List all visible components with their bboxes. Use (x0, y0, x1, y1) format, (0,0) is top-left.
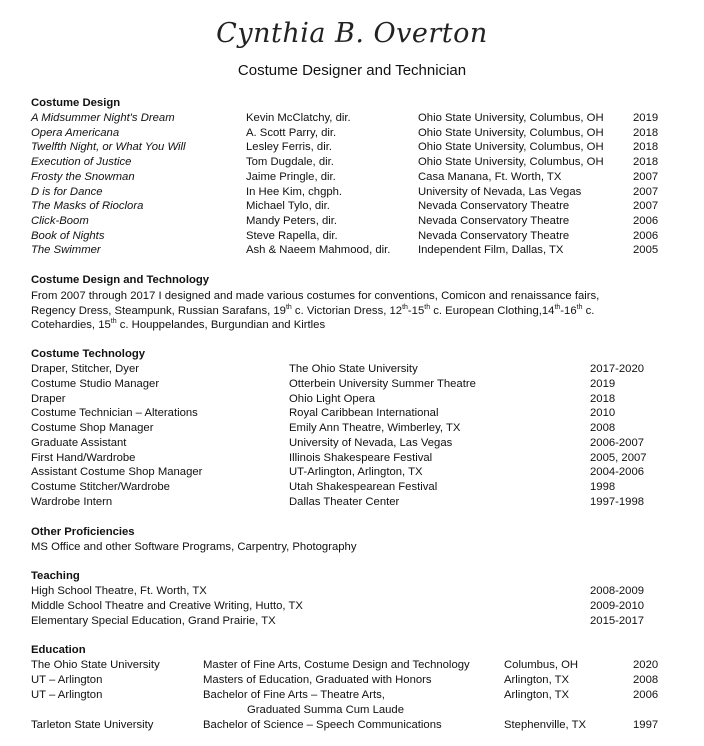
tech-role: Costume Shop Manager (31, 422, 154, 434)
production-venue: Casa Manana, Ft. Worth, TX (418, 170, 562, 183)
tech-years: 2019 (590, 377, 616, 390)
teaching-position: High School Theatre, Ft. Worth, TX (31, 585, 207, 597)
production-venue: Nevada Conservatory Theatre (418, 229, 570, 242)
education-degree: Master of Fine Arts, Costume Design and Technology (203, 659, 470, 671)
education-year: 1997 (633, 719, 659, 731)
production-title: Execution of Justice (31, 156, 132, 169)
paragraph-line-1: From 2007 through 2017 I designed and made various costumes for conventions, Comicon and renaissance fairs, (31, 290, 600, 302)
production-director: Tom Dugdale, dir. (246, 156, 334, 169)
education-location: Arlington, TX (504, 689, 570, 701)
production-director: In Hee Kim, chgph. (246, 185, 343, 198)
teaching-position: Elementary Special Education, Grand Prairie, TX (31, 615, 276, 627)
production-venue: Independent Film, Dallas, TX (418, 244, 564, 257)
production-year: 2006 (633, 214, 659, 227)
tech-role: Draper, Stitcher, Dyer (31, 363, 139, 375)
production-year: 2007 (633, 185, 659, 198)
tech-role: Draper (31, 392, 66, 405)
production-title: Twelfth Night, or What You Will (31, 141, 186, 154)
resume-title: Costume Designer and Technician (237, 62, 467, 79)
tech-years: 2017-2020 (590, 363, 645, 375)
production-director: Lesley Ferris, dir. (246, 141, 333, 154)
tech-years: 2008 (590, 422, 616, 434)
production-year: 2007 (633, 200, 659, 213)
education-school: UT – Arlington (31, 674, 103, 686)
production-title: A Midsummer Night's Dream (31, 112, 175, 124)
tech-role: Wardrobe Intern (31, 495, 113, 508)
education-year: 2020 (633, 659, 659, 671)
production-venue: University of Nevada, Las Vegas (418, 185, 582, 198)
teaching-position: Middle School Theatre and Creative Writing, Hutto, TX (31, 600, 303, 612)
production-director: Mandy Peters, dir. (246, 214, 338, 227)
section-heading-design-technology: Costume Design and Technology (31, 274, 210, 286)
production-venue: Nevada Conservatory Theatre (418, 214, 570, 227)
tech-place: UT-Arlington, Arlington, TX (289, 466, 423, 479)
production-title: Click-Boom (31, 214, 89, 227)
education-year: 2006 (633, 689, 659, 701)
production-title: The Masks of Rioclora (31, 200, 144, 213)
production-title: Opera Americana (31, 126, 120, 139)
education-degree: Masters of Education, Graduated with Honors (203, 674, 432, 686)
tech-years: 2004-2006 (590, 466, 645, 479)
tech-role: Assistant Costume Shop Manager (31, 466, 203, 479)
production-venue: Ohio State University, Columbus, OH (418, 156, 604, 169)
production-year: 2018 (633, 141, 659, 154)
proficiencies-text: MS Office and other Software Programs, Carpentry, Photography (31, 541, 357, 553)
education-degree: Bachelor of Fine Arts – Theatre Arts, (203, 689, 385, 701)
tech-role: First Hand/Wardrobe (31, 451, 136, 464)
tech-place: Otterbein University Summer Theatre (289, 377, 476, 390)
education-location: Columbus, OH (504, 659, 579, 671)
production-director: Michael Tylo, dir. (246, 200, 330, 213)
production-title: Frosty the Snowman (31, 170, 135, 183)
teaching-years: 2009-2010 (590, 600, 645, 612)
tech-role: Costume Stitcher/Wardrobe (31, 481, 170, 493)
education-school: UT – Arlington (31, 689, 103, 701)
education-honors-line: Graduated Summa Cum Laude (247, 704, 404, 716)
tech-place: Emily Ann Theatre, Wimberley, TX (289, 422, 461, 434)
section-heading-costume-design: Costume Design (31, 97, 121, 109)
tech-years: 2005, 2007 (590, 451, 647, 464)
tech-role: Graduate Assistant (31, 436, 127, 449)
education-year: 2008 (633, 674, 659, 686)
tech-role: Costume Studio Manager (31, 377, 160, 390)
production-venue: Nevada Conservatory Theatre (418, 200, 570, 213)
section-heading-teaching: Teaching (31, 570, 80, 582)
tech-place: Ohio Light Opera (289, 392, 376, 405)
teaching-years: 2015-2017 (590, 615, 645, 627)
tech-place: The Ohio State University (289, 363, 418, 375)
production-year: 2018 (633, 126, 659, 139)
production-year: 2007 (633, 170, 659, 183)
tech-years: 1998 (590, 481, 616, 493)
production-venue: Ohio State University, Columbus, OH (418, 141, 604, 154)
production-director: A. Scott Parry, dir. (246, 126, 337, 139)
production-year: 2018 (633, 156, 659, 169)
tech-years: 2006-2007 (590, 436, 645, 449)
education-location: Stephenville, TX (504, 719, 587, 731)
education-school: Tarleton State University (31, 719, 154, 731)
production-venue: Ohio State University, Columbus, OH (418, 126, 604, 139)
production-director: Ash & Naeem Mahmood, dir. (246, 244, 391, 257)
production-year: 2019 (633, 112, 659, 124)
production-director: Steve Rapella, dir. (246, 229, 338, 242)
section-heading-proficiencies: Other Proficiencies (31, 526, 135, 538)
tech-years: 2018 (590, 392, 616, 405)
design-technology-paragraph (31, 289, 661, 333)
teaching-years: 2008-2009 (590, 585, 645, 597)
production-year: 2006 (633, 229, 659, 242)
production-title: Book of Nights (31, 229, 105, 242)
tech-place: Dallas Theater Center (289, 495, 400, 508)
production-title: D is for Dance (31, 185, 103, 198)
production-director: Kevin McClatchy, dir. (246, 112, 351, 124)
tech-place: University of Nevada, Las Vegas (289, 436, 453, 449)
education-degree: Bachelor of Science – Speech Communications (203, 719, 442, 731)
education-school: The Ohio State University (31, 659, 160, 671)
education-location: Arlington, TX (504, 674, 570, 686)
paragraph-line-3: Cotehardies, 15th c. Houppelandes, Burgundian and Kirtles (31, 318, 326, 332)
production-venue: Ohio State University, Columbus, OH (418, 112, 604, 124)
tech-years: 2010 (590, 407, 616, 420)
section-heading-education: Education (31, 644, 86, 656)
tech-role: Costume Technician – Alterations (31, 407, 198, 420)
tech-years: 1997-1998 (590, 495, 645, 508)
production-year: 2005 (633, 244, 659, 257)
tech-place: Illinois Shakespeare Festival (289, 451, 433, 464)
paragraph-line-2: Regency Dress, Steampunk, Russian Sarafans, 19th c. Victorian Dress, 12th-15th c. European Clothing,14th-16th c. (31, 303, 595, 317)
tech-place: Royal Caribbean International (289, 407, 439, 420)
section-heading-costume-technology: Costume Technology (31, 348, 146, 360)
production-title: The Swimmer (31, 244, 101, 257)
production-director: Jaime Pringle, dir. (246, 170, 336, 183)
resume-name: Cynthia B. Overton (216, 18, 488, 49)
tech-place: Utah Shakespearean Festival (289, 481, 438, 493)
